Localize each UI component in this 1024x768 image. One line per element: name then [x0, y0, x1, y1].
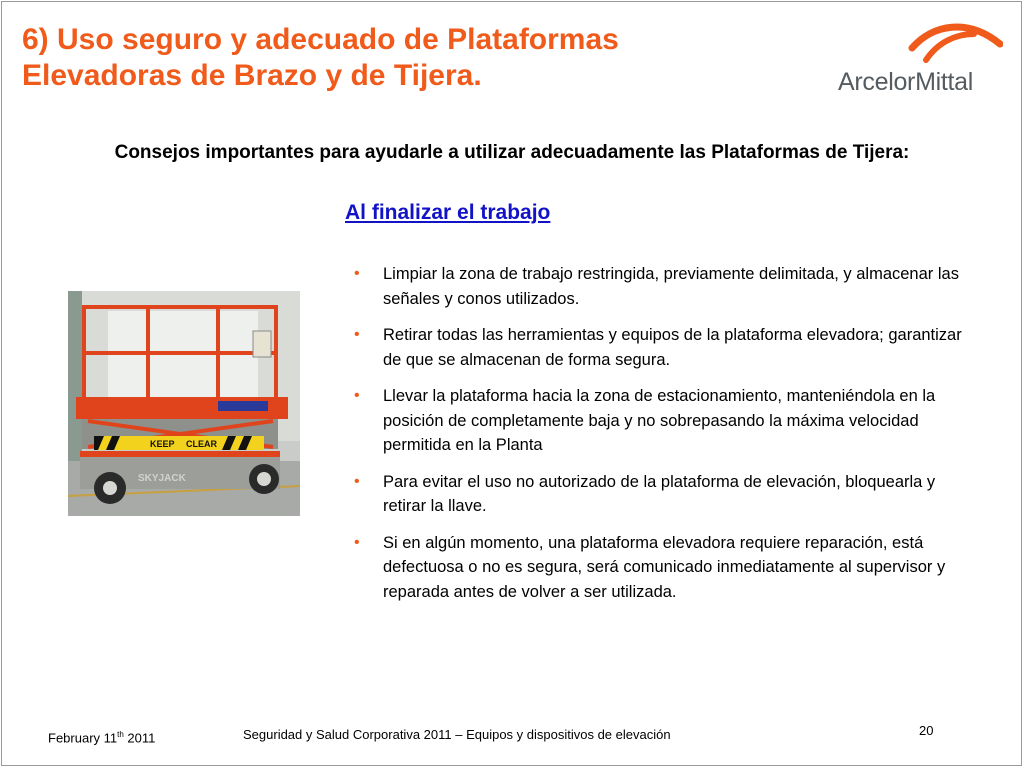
page-number: 20 [919, 723, 934, 738]
slide-title [22, 22, 742, 94]
bullet-icon: • [354, 472, 360, 490]
bullet-icon: • [354, 387, 360, 404]
list-item [352, 470, 962, 519]
bullet-text: Si en algún momento, una plataforma elevadora requiere reparación, está defectuosa o no es segura, será comunicado inmediatamente al supervisor y reparada antes de volver a ser utilizada. [383, 533, 946, 601]
title-line-2: Elevadoras de Brazo y de Tijera. [22, 59, 482, 92]
bullet-text: Limpiar la zona de trabajo restringida, previamente delimitada, y almacenar las señales y conos utilizados. [383, 265, 959, 308]
footer-date [48, 730, 155, 745]
bullet-icon: • [354, 326, 360, 343]
logo-wordmark: ArcelorMittal [838, 68, 974, 96]
footer-date-suffix: th [117, 730, 124, 739]
svg-text:CLEAR: CLEAR [186, 439, 217, 449]
section-heading: Al finalizar el trabajo [345, 201, 551, 224]
footer-date-main: February 11 [48, 730, 118, 746]
bullet-text: Llevar la plataforma hacia la zona de estacionamiento, manteniéndola en la posición de completamente baja y no sobrepasando la máxima velocidad permitida en la Planta [383, 387, 936, 454]
bullet-list [352, 262, 962, 616]
svg-text:KEEP: KEEP [150, 439, 175, 449]
bullet-text: Retirar todas las herramientas y equipos de la plataforma elevadora; garantizar de que se almacenan de forma segura. [383, 326, 962, 369]
list-item [352, 323, 962, 372]
scissor-lift-photo-icon [68, 291, 300, 516]
footer-title: Seguridad y Salud Corporativa 2011 – Equipos y dispositivos de elevación [243, 727, 671, 742]
bullet-text: Para evitar el uso no autorizado de la plataforma de elevación, bloquearla y retirar la llave. [383, 472, 936, 515]
list-item [352, 531, 962, 605]
title-line-1: 6) Uso seguro y adecuado de Plataformas [22, 23, 619, 56]
bullet-icon: • [354, 533, 360, 551]
arcelormittal-swoosh-logo-icon [908, 18, 1003, 64]
list-item [352, 384, 962, 458]
arcelormittal-logo [838, 18, 988, 98]
footer-date-year: 2011 [123, 730, 156, 746]
svg-text:SKYJACK: SKYJACK [138, 473, 186, 484]
list-item [352, 262, 962, 311]
subtitle: Consejos importantes para ayudarle a utilizar adecuadamente las Plataformas de Tijera: [114, 142, 910, 163]
bullet-icon: • [354, 265, 360, 282]
